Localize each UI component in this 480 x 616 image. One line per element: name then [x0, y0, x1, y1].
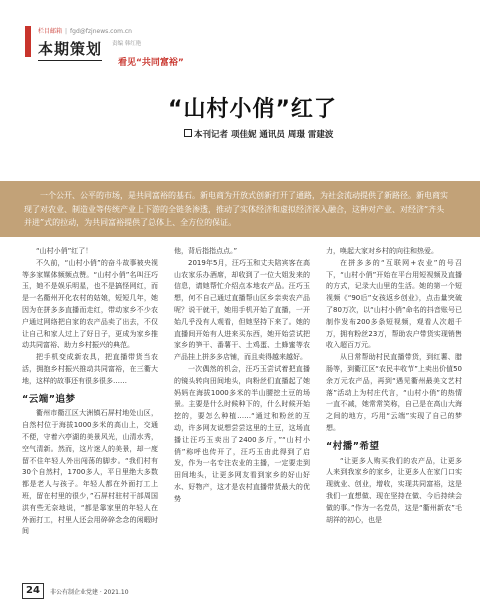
paragraph: 他，背后指指点点。” [174, 247, 238, 255]
article-byline [184, 128, 333, 140]
page-number: 24 [22, 583, 44, 599]
paragraph: 把手机变成新农具，把直播带货当农活，拥抱乡村振兴推动共同富裕，在三衢大地，这样的故事还有很多很多…… [22, 353, 158, 385]
article-column-3 [326, 246, 462, 526]
paragraph: 力，唤起大家对乡村的向往和热爱。 [326, 247, 438, 255]
section-title: 本期策划 [38, 38, 102, 61]
byline-text: 本刊记者 项佳妮 通讯员 周璟 雷建波 [194, 130, 334, 140]
subheading-village-broadcast: “村播”希望 [326, 440, 380, 452]
column-email[interactable]: fgd@fzjnews.com.cn [70, 28, 132, 35]
byline-box-icon [184, 129, 192, 137]
editor-credit: 责编 韩红艳 [112, 41, 142, 47]
subheading-cloud: “云端”追梦 [22, 393, 76, 405]
column-email-line: 栏目邮箱 | fgd@fzjnews.com.cn [38, 28, 132, 35]
article-title: “山村小俏”红了 [168, 97, 337, 122]
paragraph: 一次偶然的机会，汪巧玉尝试着把直播的镜头转向田间地头，向粉丝们直播起了她妈妈在海拔1000多米的半山腰挖土豆的场景。主要是什么时候种下的，什么时候开始挖的，要怎么种植……“通过和粉丝的互动，许多网友说想尝尝这里的土豆，这场直播让汪巧玉卖出了2400多斤，”“山村小俏”称呼也传开了，汪巧玉由此得到了启发，作为一名专注农业的主播，一定要走到田间地头，让更多网友看到家乡的好山好水、好物产，这才是农村直播带货最大的优势 [174, 364, 310, 503]
paragraph: 衢州市衢江区大洲镇石屏村地处山区，自然村位于海拔1000多米的高山上，交通不便，守着六亭湖的美景风光，山清水秀，空气清新。然而，这片迷人的美景，却一度留不住年轻人外出闯荡的脚步。“我们村有30个自然村，1700多人，平日里绝大多数都是老人与孩子。年轻人都在外面打工上班，留在村里的很少，”石屏村驻村干部周国洪有些无奈地说，“都是靠家里的年轻人在外面打工，村里人还会用碎碎念念的闲暇时间 [22, 409, 158, 536]
paragraph: 不久前，“山村小俏”的奋斗故事被央视等多家媒体频频点赞。“山村小俏”名叫汪巧玉，她不是娱乐明星，也不是搞怪网红，而是一名衢州开化农村的姑娘，短短几年，她因为在拼多多直播而走红，带动家乡不少农户通过网络把自家的农产品卖了出去，不仅让自己和家人过上了好日子，更成为家乡推动共同富裕、助力乡村振兴的典范。 [22, 258, 158, 350]
section-tag: 看见“共同富裕” [118, 58, 184, 68]
lead-paragraph: 一个公开、公平的市场，是共同富裕的基石。新电商为开放式创新打开了通路，为社会流动提供了新路径。新电商实现了对农业、制造业等传统产业上下游的全链条渗透，推动了实体经济和虚拟经济深入融合，这种对产业、对经济“齐头并进”式的拉动，为共同富裕提供了总体上、全方位的保证。 [24, 191, 448, 227]
column-label: 栏目邮箱 [38, 28, 63, 35]
magazine-footer: 非公有制企业党建 · 2021.10 [50, 589, 129, 596]
article-column-1 [22, 246, 158, 538]
article-column-2 [174, 246, 310, 506]
paragraph: “让更多人购买我们的农产品，让更多人来到我家乡的家乡，让更多人在家门口实现就业、创业，增收，实现共同富裕，这是我们一直想做、现在坚持在做、今后持续会做的事。”作为一名党员，这是“衢州新农”毛胡祥的初心，也是 [326, 456, 462, 524]
section-accent-bar [25, 26, 31, 57]
paragraph: 2019年5月，汪巧玉和丈夫陪宾客在高山农家乐办酒席，却收到了一位大姐发来的信息，请她帮忙介绍点本地农产品。汪巧玉想，何不自己通过直播帮山区乡亲卖农产品呢？说干就干，她用手机开始了直播，一开始几乎没有人观看，但她坚持下来了。她的直播间开始有人进来买东西，她开始尝试把家乡的笋干、番薯干、土鸡蛋、土蜂蜜等农产品挂上拼多多店铺，而且卖得越来越好。 [174, 258, 310, 362]
paragraph: 从日常帮助村民直播带货，到红薯、腊肠等，到衢江区“农民丰收节”上卖出价值50余万元农产品，再到“遇见衢州最美文艺村落”活动上为村庄代言，“山村小俏”的热情一直不减，她常常笑称，自己是在高山大海之间的地方，巧用“云端”实现了自己的梦想。 [326, 353, 462, 432]
paragraph: “山村小俏”红了！ [36, 247, 93, 255]
paragraph: 在拼多多的“互联网+农业”的号召下，“山村小俏”开始在平台用短视频及直播的方式，记录大山里的生活。她的第一个短视频《“90后”女孩返乡创业》，点击量突破了80万次，以“山村小俏”命名的抖音账号已制作发布200多条短视频，观看人次超千万，拥有粉丝23万，帮助农户带货实现销售收入超百万元。 [326, 258, 462, 350]
lead-box [0, 181, 480, 237]
